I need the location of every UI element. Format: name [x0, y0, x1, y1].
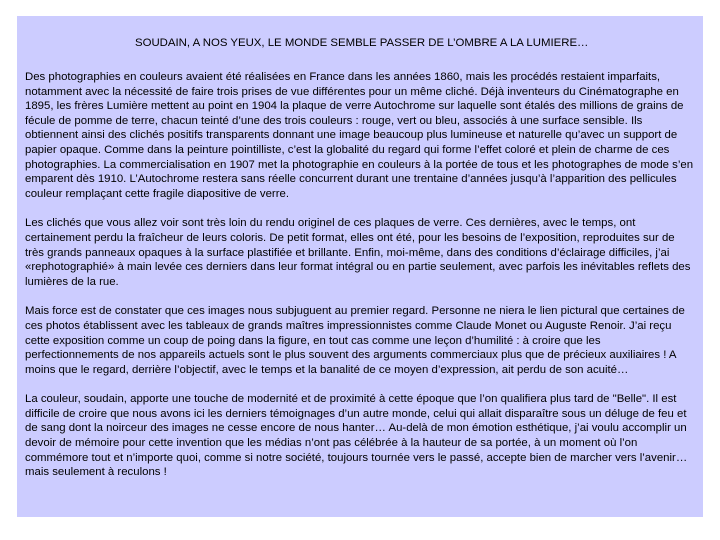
document-title: SOUDAIN, A NOS YEUX, LE MONDE SEMBLE PASSER DE L’OMBRE A LA LUMIERE…: [135, 37, 589, 49]
text-panel: [17, 16, 703, 517]
paragraph-impressionist-link: Mais force est de constater que ces images nous subjuguent au premier regard. Personne ne niera le lien pictural que certaines de ces photos établissent avec les tableaux de grands maîtres impressionnistes comme Claude Monet ou Auguste Renoir. J’ai reçu cette exposition comme un coup de poing dans la figure, en tout cas comme une leçon d’humilité : à croire que les perfectionnements de nos appareils actuels sont le plus souvent des arguments commerciaux plus que de précieux auxiliaires ! A moins que le regard, derrière l’objectif, avec le temps et la banalité de ce moyen d’expression, ait perdu de son acuité…: [25, 305, 685, 376]
paragraph-reproduction-notes: Les clichés que vous allez voir sont très loin du rendu originel de ces plaques de verre. Ces dernières, avec le temps, ont certainement perdu la fraîcheur de leurs coloris. De petit format, elles ont été, pour les besoins de l’exposition, reproduites sur de très grands panneaux opaques à la surface plastifiée et brillante. Enfin, moi-même, dans des conditions d’éclairage difficiles, j’ai «rephotographié» à main levée ces derniers dans leur format intégral ou en partie seulement, avec parfois les inévitables reflets des lumières de la rue.: [25, 217, 691, 288]
paragraph-autochrome-history: Des photographies en couleurs avaient été réalisées en France dans les années 1860, mais les procédés restaient imparfaits, notamment avec la nécessité de faire trois prises de vue différentes pour un même cliché. Déjà inventeurs du Cinématographe en 1895, les frères Lumière mettent au point en 1904 la plaque de verre Autochrome sur laquelle sont étalés des millions de grains de fécule de pomme de terre, chacun teinté d’une des trois couleurs : rouge, vert ou bleu, associés à une surface sensible. Ils obtiennent ainsi des clichés positifs transparents donnant une image beaucoup plus lumineuse et naturelle qu’avec un support de papier opaque. Comme dans la peinture pointilliste, c’est la globalité du regard qui forme l’effet coloré et plein de charme de ces photographies. La commercialisation en 1907 met la photographie en couleurs à la portée de tous et les photographes de mode s’en emparent dès 1910. L’Autochrome restera sans réelle concurrent durant une trentaine d’années jusqu’à l’apparition des pellicules couleur remplaçant cette fragile diapositive de verre.: [25, 71, 694, 200]
paragraph-belle-epoque: La couleur, soudain, apporte une touche de modernité et de proximité à cette époque que l’on qualifiera plus tard de "Belle". Il est difficile de croire que nous avons ici les derniers témoignages d’un autre monde, celui qui allait disparaître sous un déluge de feu et de sang dont la noirceur des images ne cesse encore de nous hanter… Au-delà de mon émotion esthétique, j’ai voulu accomplir un devoir de mémoire pour cette invention que les médias n’ont pas célébrée à la hauteur de sa portée, à un moment où l’on commémore tout et n’importe quoi, comme si notre société, toujours tournée vers le passé, accepte bien de marcher vers l’avenir… mais seulement à reculons !: [25, 393, 688, 479]
